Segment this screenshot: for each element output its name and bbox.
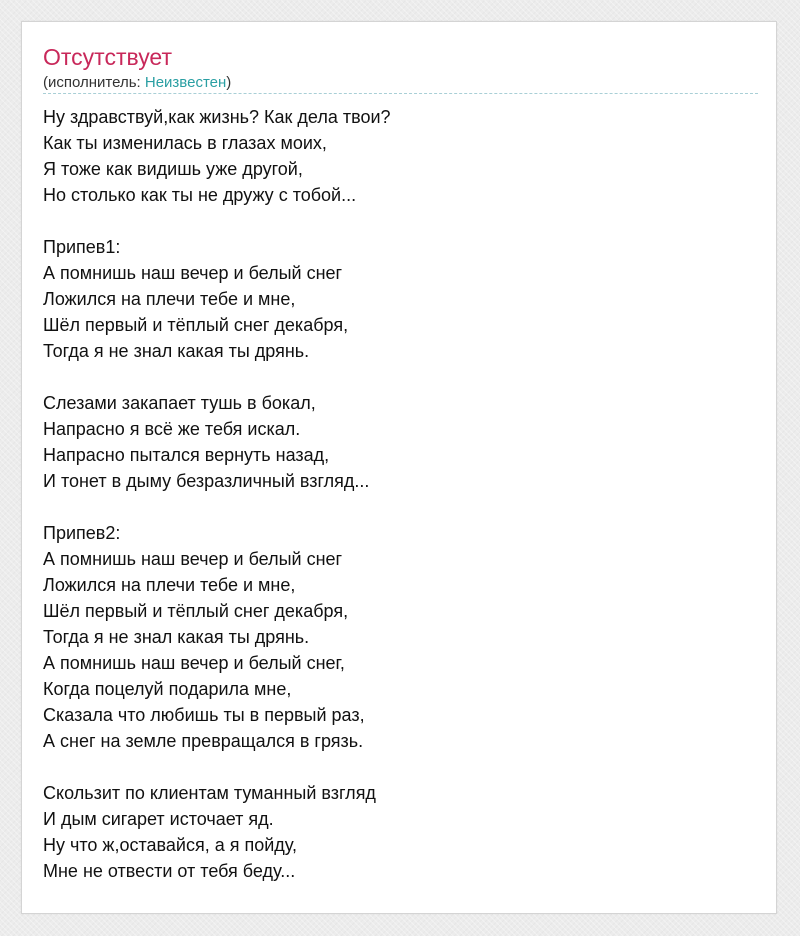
artist-prefix: (исполнитель:	[43, 74, 145, 91]
lyric-line: Ну здравствуй,как жизнь? Как дела твои?	[43, 107, 391, 127]
lyric-line: Шёл первый и тёплый снег декабря,	[43, 315, 349, 335]
lyric-line: И дым сигарет источает яд.	[43, 809, 274, 829]
lyric-line: Скользит по клиентам туманный взгляд	[43, 783, 376, 803]
lyric-blank-line	[43, 494, 758, 520]
lyric-blank-line	[43, 364, 758, 390]
lyric-line: Как ты изменилась в глазах моих,	[43, 133, 327, 153]
lyric-section-label: Припев2:	[43, 523, 121, 543]
lyric-line: А снег на земле превращался в грязь.	[43, 731, 364, 751]
lyric-line: А помнишь наш вечер и белый снег	[43, 549, 343, 569]
title-divider	[43, 93, 758, 94]
song-title: Отсутствует	[43, 44, 172, 70]
artist-suffix: )	[226, 74, 232, 91]
lyric-line: Мне не отвести от тебя беду...	[43, 861, 296, 881]
lyric-line: Напрасно я всё же тебя искал.	[43, 419, 301, 439]
lyric-line: Я тоже как видишь уже другой,	[43, 159, 303, 179]
lyric-line: Слезами закапает тушь в бокал,	[43, 393, 316, 413]
lyric-line: Тогда я не знал какая ты дрянь.	[43, 341, 310, 361]
lyric-section-label: Припев1:	[43, 237, 121, 257]
lyric-line: А помнишь наш вечер и белый снег	[43, 263, 343, 283]
lyric-line: Сказала что любишь ты в первый раз,	[43, 705, 365, 725]
lyric-line: Но столько как ты не дружу с тобой...	[43, 185, 357, 205]
lyric-line: Ну что ж,оставайся, а я пойду,	[43, 835, 297, 855]
lyric-line: Тогда я не знал какая ты дрянь.	[43, 627, 310, 647]
lyric-line: А помнишь наш вечер и белый снег,	[43, 653, 345, 673]
lyric-line: Шёл первый и тёплый снег декабря,	[43, 601, 349, 621]
lyric-line: Напрасно пытался вернуть назад,	[43, 445, 330, 465]
lyric-blank-line	[43, 754, 758, 780]
lyrics-text	[43, 104, 758, 884]
lyrics-card	[21, 21, 777, 914]
artist-link[interactable]: Неизвестен	[144, 74, 227, 91]
lyric-line: Ложился на плечи тебе и мне,	[43, 289, 296, 309]
lyric-line: Когда поцелуй подарила мне,	[43, 679, 292, 699]
artist-line	[43, 73, 231, 93]
lyric-line: И тонет в дыму безразличный взгляд...	[43, 471, 370, 491]
lyric-blank-line	[43, 208, 758, 234]
lyric-line: Ложился на плечи тебе и мне,	[43, 575, 296, 595]
